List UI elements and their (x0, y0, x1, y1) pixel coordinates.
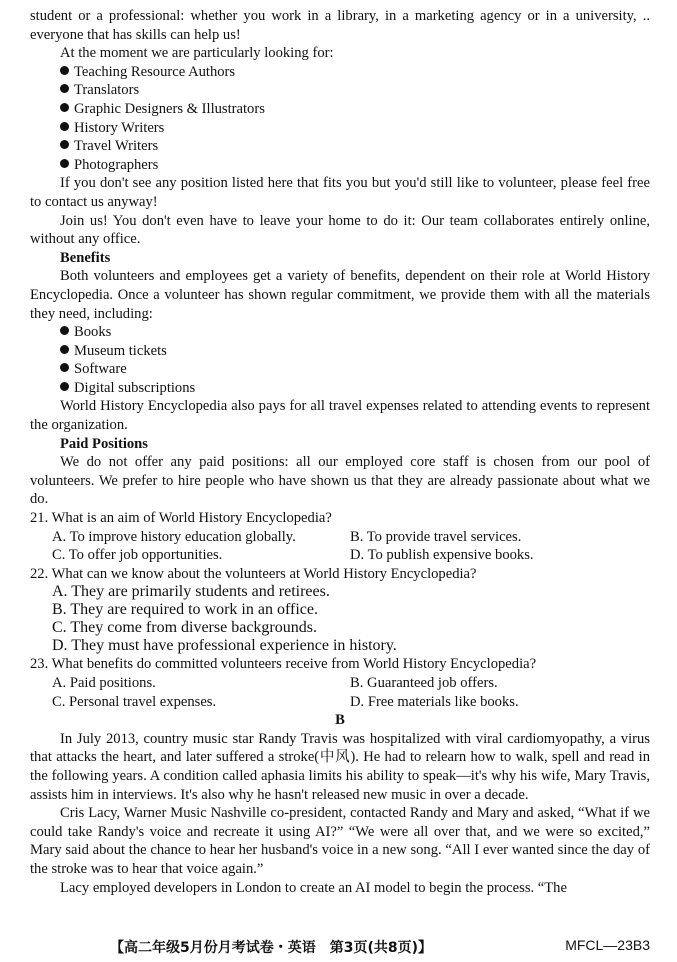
paragraph-b-1: In July 2013, country music star Randy Travis was hospitalized with viral cardiomyopathy, a virus that attacks the heart, and later suffered a stroke(中风). He had to relearn how to walk, spell and read in the following years. A condition called aphasia limits his ability to speak—it's why his wife, Mary Travis, assists him in interviews. It's also why he hasn't released new music in over a decade. (30, 730, 650, 803)
option-c: C. Personal travel expenses. (52, 693, 217, 710)
paragraph-intro-end: student or a professional: whether you work in a library, in a marketing agency or in a university, .. everyone that has skills can help us! (30, 8, 650, 43)
footer-exam-code: MFCL—23B3 (565, 937, 650, 953)
paragraph-paid-positions: We do not offer any paid positions: all our employed core staff is chosen from our pool of volunteers. We prefer to hire people who have shown us that they are already passionate about what we do. (30, 454, 650, 508)
list-item: Travel Writers (30, 137, 650, 156)
paragraph-travel-expenses: World History Encyclopedia also pays for all travel expenses related to attending events to represent the organization. (30, 398, 650, 434)
question-23-options-row-1 (30, 674, 650, 693)
bullet-icon (60, 103, 69, 112)
option-c: C. To offer job opportunities. (52, 547, 223, 564)
list-item: History Writers (30, 119, 650, 138)
list-item: Translators (30, 81, 650, 100)
bullet-icon (60, 84, 69, 93)
positions-list (30, 63, 650, 175)
question-23-options-row-2 (30, 693, 650, 712)
benefits-list (30, 323, 650, 397)
option-d: D. They must have professional experience in history. (52, 637, 397, 655)
heading-benefits: Benefits (60, 249, 111, 266)
page-footer (110, 937, 650, 957)
paragraph-no-position: If you don't see any position listed here that fits you but you'd still like to volunteer, please feel free to contact us anyway! (30, 175, 650, 210)
bullet-icon (60, 382, 69, 391)
paragraph-b-2: Cris Lacy, Warner Music Nashville co-president, contacted Randy and Mary and asked, “What if we could take Randy's voice and recreate it using AI?” “We were all over that, and we were so excited,” Mary said about the chance to hear her husband's voice in a new song. “All I ever wanted since the day of the stroke was to hear that voice again.” (30, 805, 650, 877)
option-b: B. They are required to work in an office. (52, 601, 318, 619)
list-item: Books (30, 323, 650, 342)
paragraph-looking-for: At the moment we are particularly looking for: (60, 45, 334, 62)
question-21-stem: 21. What is an aim of World History Encyclopedia? (30, 510, 332, 527)
question-21-options-row-1 (30, 528, 650, 547)
heading-paid-positions: Paid Positions (60, 435, 148, 452)
bullet-icon (60, 140, 69, 149)
bullet-icon (60, 159, 69, 168)
section-b-heading: B (335, 712, 345, 729)
paragraph-benefits: Both volunteers and employees get a variety of benefits, dependent on their role at World History Encyclopedia. Once a volunteer has shown regular commitment, we provide them with all the materials they need, including: (30, 268, 650, 322)
bullet-icon (60, 66, 69, 75)
list-item: Photographers (30, 156, 650, 175)
option-a: A. To improve history education globally. (52, 528, 296, 545)
question-23-stem: 23. What benefits do committed volunteers receive from World History Encyclopedia? (30, 656, 537, 673)
bullet-icon (60, 345, 69, 354)
option-a: A. They are primarily students and retirees. (52, 583, 330, 601)
list-item: Teaching Resource Authors (30, 63, 650, 82)
question-21-options-row-2 (30, 546, 650, 565)
bullet-icon (60, 363, 69, 372)
list-item: Graphic Designers & Illustrators (30, 100, 650, 119)
bullet-icon (60, 326, 69, 335)
list-item: Software (30, 360, 650, 379)
list-item: Museum tickets (30, 342, 650, 361)
option-d: D. Free materials like books. (350, 693, 519, 710)
option-c: C. They come from diverse backgrounds. (52, 619, 317, 637)
option-b: B. Guaranteed job offers. (350, 675, 498, 691)
exam-page (30, 7, 650, 897)
paragraph-join: Join us! You don't even have to leave your home to do it: Our team collaborates entirely online, without any office. (30, 212, 650, 248)
question-22-stem: 22. What can we know about the volunteers at World History Encyclopedia? (30, 565, 477, 582)
option-a: A. Paid positions. (52, 675, 156, 691)
bullet-icon (60, 122, 69, 131)
list-item: Digital subscriptions (30, 379, 650, 398)
paragraph-b-3: Lacy employed developers in London to create an AI model to begin the process. “The (60, 879, 567, 896)
option-d: D. To publish expensive books. (350, 547, 534, 564)
footer-exam-info: 【高二年级5月份月考试卷・英语 第3页(共8页)】 (110, 940, 433, 956)
option-b: B. To provide travel services. (350, 528, 522, 545)
